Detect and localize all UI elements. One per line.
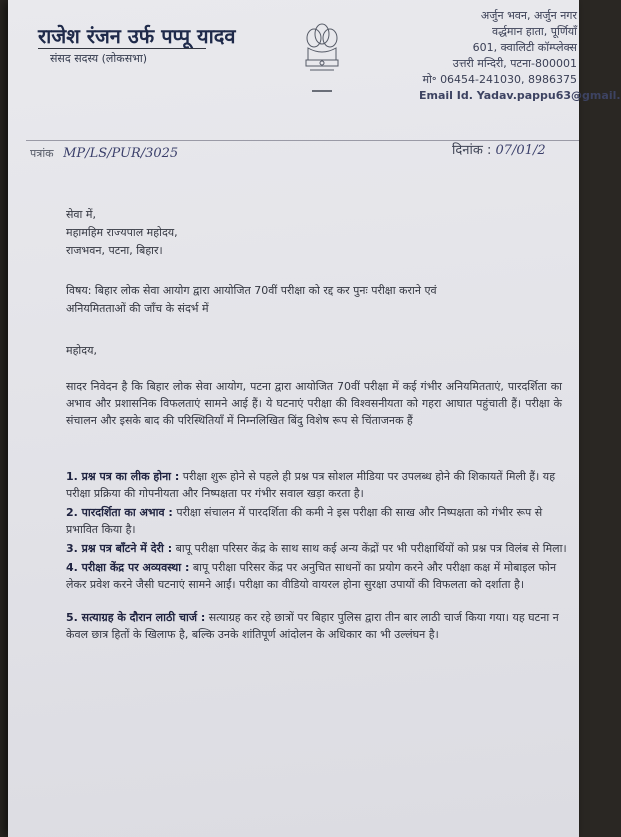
list-item — [66, 609, 572, 643]
national-emblem-icon — [300, 20, 344, 104]
recipient-block — [66, 206, 178, 260]
dinank-value: 07/01/2 — [495, 143, 546, 158]
list-item — [66, 559, 572, 593]
recipient-line: महामहिम राज्यपाल महोदय, — [66, 226, 178, 239]
subject-block — [66, 282, 566, 318]
sender-address — [419, 8, 621, 104]
patrank-label: पत्रांक — [30, 147, 54, 160]
points-list — [66, 468, 572, 645]
address-line: 601, क्वालिटी कॉम्प्लेक्स — [472, 41, 577, 54]
address-line: उत्तरी मन्दिरी, पटना-800001 — [452, 57, 577, 70]
salutation: महोदय, — [66, 344, 97, 357]
point-body: सत्याग्रह कर रहे छात्रों पर बिहार पुलिस द्वारा तीन बार लाठी चार्ज किया गया। यह घटना न केवल छात्र हितों के खिलाफ है, बल्कि उनके शांतिपूर्ण आंदोलन के अधिकार का भी उल्लंघन है। — [66, 611, 559, 641]
list-item — [66, 540, 572, 557]
email-line: Email Id. Yadav.pappu63@gmail. — [419, 89, 621, 102]
list-item — [66, 504, 572, 538]
point-body: परीक्षा शुरू होने से पहले ही प्रश्न पत्र सोशल मीडिया पर उपलब्ध होने की शिकायतें मिली हैं। यह परीक्षा प्रक्रिया की गोपनीयता और निष्पक्षता पर गंभीर सवाल खड़ा करता है। — [66, 470, 556, 500]
recipient-line: राजभवन, पटना, बिहार। — [66, 244, 163, 257]
letter-page — [8, 0, 621, 837]
point-heading: 1. प्रश्न पत्र का लीक होना : — [66, 470, 180, 483]
subject-line: अनियमितताओं की जाँच के संदर्भ में — [66, 302, 209, 315]
point-heading: 2. पारदर्शिता का अभाव : — [66, 506, 173, 519]
point-heading: 4. परीक्षा केंद्र पर अव्यवस्था : — [66, 561, 190, 574]
point-heading: 5. सत्याग्रह के दौरान लाठी चार्ज : — [66, 611, 206, 624]
recipient-line: सेवा में, — [66, 208, 96, 221]
address-line: अर्जुन भवन, अर्जुन नगर — [480, 9, 577, 22]
address-line: वर्द्धमान हाता, पूर्णियाँ — [491, 25, 577, 38]
name-underline — [38, 48, 206, 49]
reference-number — [30, 146, 178, 161]
dinank-label: दिनांक : — [452, 143, 492, 158]
point-heading: 3. प्रश्न पत्र बाँटने में देरी : — [66, 542, 173, 555]
subject-line: विषय: बिहार लोक सेवा आयोग द्वारा आयोजित 70वीं परीक्षा को रद्द कर पुनः परीक्षा कराने एवं — [66, 284, 437, 297]
list-item — [66, 468, 572, 502]
point-body: बापू परीक्षा परिसर केंद्र के साथ साथ कई अन्य केंद्रों पर भी परीक्षार्थियों को प्रश्न पत्र विलंब से मिला। — [172, 542, 567, 555]
intro-paragraph: सादर निवेदन है कि बिहार लोक सेवा आयोग, पटना द्वारा आयोजित 70वीं परीक्षा में कई गंभीर अनियमितताएं, पारदर्शिता का अभाव और प्रशासनिक विफलताएं सामने आई हैं। ये घटनाएं परीक्षा की विश्वसनीयता को गहरा आघात पहुंचाती हैं। परीक्षा के संचालन और इसके बाद की परिस्थितियाँ में निम्नलिखित बिंदु विशेष रूप से चिंताजनक हैं — [66, 380, 562, 427]
sender-designation: संसद सदस्य (लोकसभा) — [50, 52, 147, 65]
point-body: बापू परीक्षा परिसर केंद्र पर अनुचित साधनों का प्रयोग करने और परीक्षा कक्ष में मोबाइल फोन लेकर प्रवेश करने जैसी घटनाएं सामने आईं। परीक्षा का वीडियो वायरल होना सुरक्षा उपायों की विफलता को दर्शाता है। — [66, 561, 557, 591]
point-body: परीक्षा संचालन में पारदर्शिता की कमी ने इस परीक्षा की साख और निष्पक्षता को गंभीर रूप से प्रभावित किया है। — [66, 506, 543, 536]
letter-date — [452, 140, 546, 158]
patrank-value: MP/LS/PUR/3025 — [63, 146, 179, 161]
sender-name: राजेश रंजन उर्फ पप्पू यादव — [38, 24, 236, 48]
phone-line: मो॰ 06454-241030, 8986375 — [422, 73, 577, 86]
